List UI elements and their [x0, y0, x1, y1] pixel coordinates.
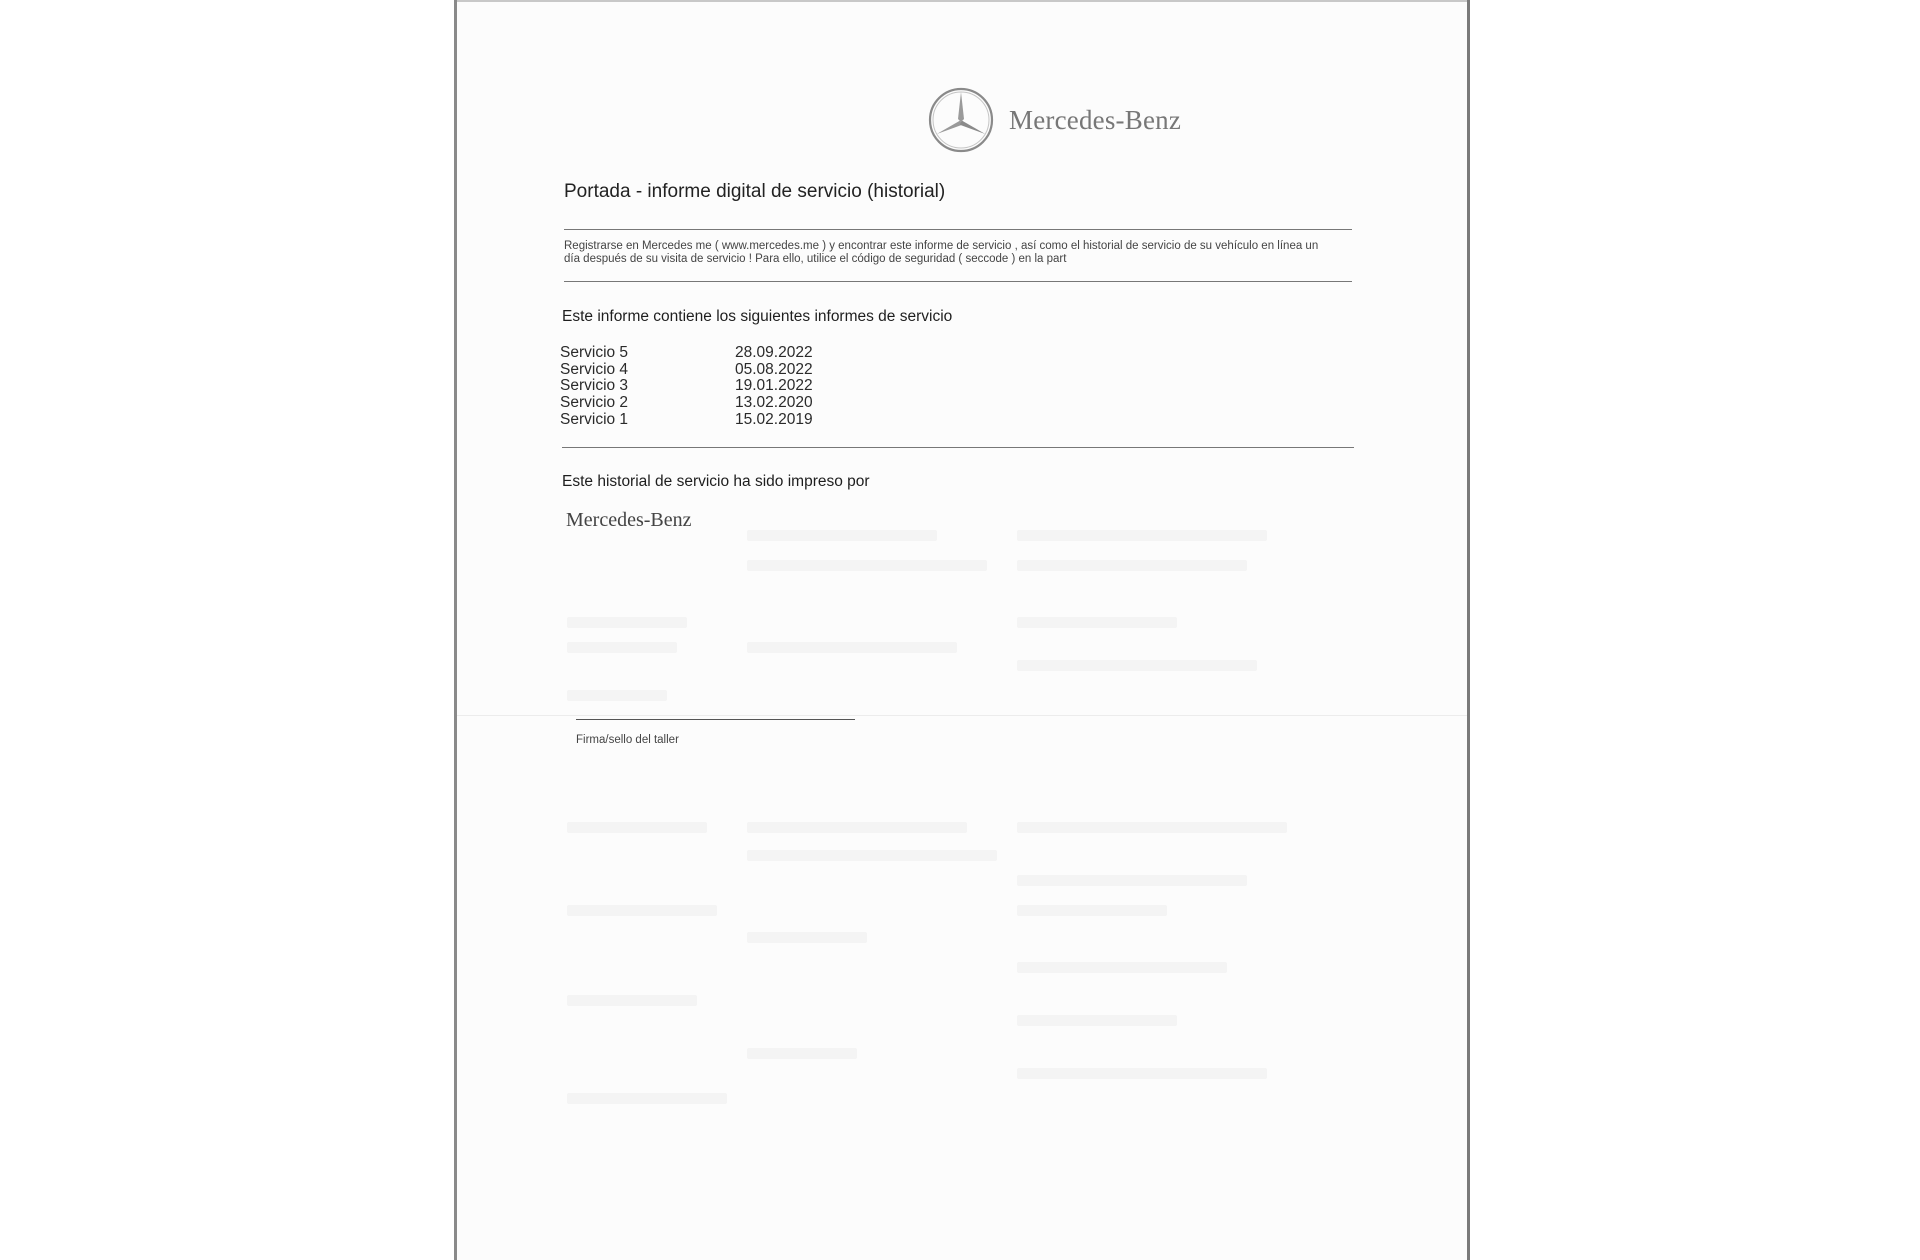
service-date: 28.09.2022	[735, 344, 813, 361]
signature-label: Firma/sello del taller	[576, 734, 679, 746]
document-page	[454, 0, 1470, 1260]
services-list	[560, 345, 813, 428]
services-heading: Este informe contiene los siguientes informes de servicio	[562, 308, 953, 325]
signature-line	[576, 719, 855, 720]
list-item	[560, 378, 813, 395]
printed-by-dealer: Mercedes-Benz	[566, 509, 692, 531]
service-name: Servicio 3	[560, 377, 629, 395]
service-name: Servicio 2	[560, 394, 629, 412]
service-date: 05.08.2022	[735, 360, 813, 378]
printed-by-heading: Este historial de servicio ha sido impreso por	[562, 473, 870, 490]
page-title: Portada - informe digital de servicio (historial)	[564, 181, 946, 202]
divider-services	[562, 447, 1354, 448]
service-date: 13.02.2020	[735, 394, 813, 412]
list-item	[560, 395, 813, 412]
three-pointed-star-icon	[927, 86, 995, 154]
service-date: 19.01.2022	[735, 377, 813, 395]
divider-notice	[564, 281, 1352, 282]
divider-top	[564, 229, 1352, 230]
service-name: Servicio 4	[560, 360, 629, 378]
mercedes-me-notice: Registrarse en Mercedes me ( www.mercedes.me ) y encontrar este informe de servicio , así como el historial de servicio de su vehículo en línea un día después de su visita de servicio ! Para ello, utilice el código de seguridad ( seccode ) en la part	[564, 240, 1319, 265]
brand-logo	[927, 86, 1181, 154]
service-date: 15.02.2019	[735, 410, 813, 428]
service-name: Servicio 5	[560, 344, 629, 361]
service-name: Servicio 1	[560, 410, 629, 428]
list-item	[560, 362, 813, 379]
paper-fold-line	[457, 715, 1467, 716]
brand-wordmark: Mercedes-Benz	[1009, 104, 1182, 135]
list-item	[560, 412, 813, 429]
list-item	[560, 345, 813, 362]
